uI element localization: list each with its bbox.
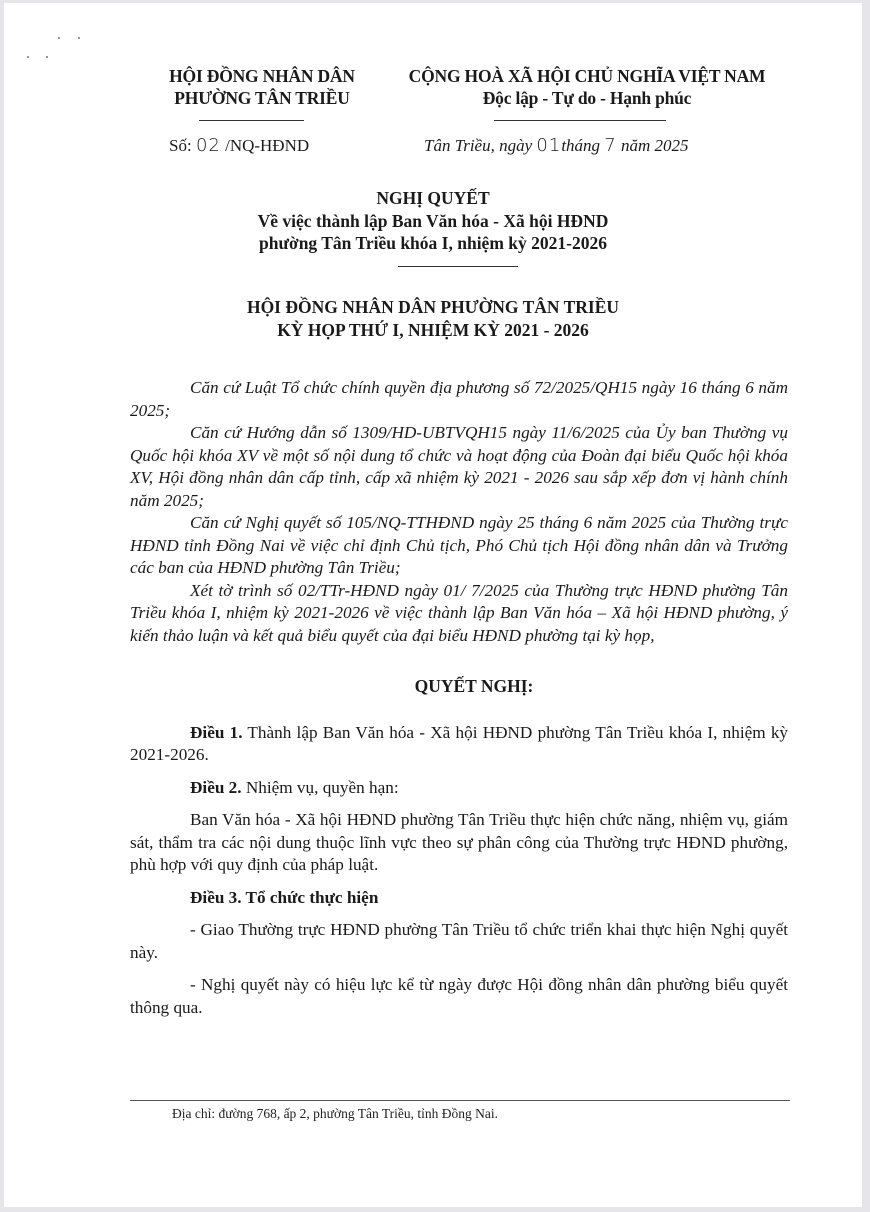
article-1: [130, 722, 788, 767]
document-subtitle-1: Về việc thành lập Ban Văn hóa - Xã hội HĐND: [257, 210, 609, 231]
document-body: [130, 377, 788, 1019]
basis-item: Căn cứ Hướng dẫn số 1309/HD-UBTVQH15 ngày 11/6/2025 của Ủy ban Thường vụ Quốc hội khóa XV về một số nội dung tổ chức và hoạt động của Đoàn đại biểu Quốc hội khóa XV, Hội đồng nhân dân cấp tỉnh, cấp xã nhiệm kỳ 2021 - 2026 sau sắp xếp đơn vị hành chính năm 2025;: [130, 423, 788, 510]
date-year: năm 2025: [616, 136, 689, 155]
council-heading: [4, 296, 862, 342]
decision-heading: QUYẾT NGHỊ:: [414, 676, 534, 696]
article-2: [130, 777, 788, 800]
article-1-label: Điều 1.: [190, 722, 243, 742]
article-1-text: Thành lập Ban Văn hóa - Xã hội HĐND phường Tân Triều khóa I, nhiệm kỳ 2021-2026.: [130, 722, 789, 764]
number-suffix: /NQ-HĐND: [220, 136, 310, 155]
authority-line-2: PHƯỜNG TÂN TRIỀU: [174, 88, 350, 108]
date-day: 01: [536, 135, 562, 156]
issuing-authority: [132, 65, 392, 109]
article-3-heading: Điều 3. Tổ chức thực hiện: [190, 887, 379, 907]
document-page: [4, 3, 862, 1207]
basis-item: Căn cứ Nghị quyết số 105/NQ-TTHĐND ngày 25 tháng 6 năm 2025 của Thường trực HĐND tỉnh Đồng Nai về việc chỉ định Chủ tịch, Phó Chủ tịch Hội đồng nhân dân và Trưởng các ban của HĐND phường Tân Triều;: [130, 513, 788, 577]
footer-separator: [130, 1100, 790, 1101]
article-3-item: - Nghị quyết này có hiệu lực kể từ ngày được Hội đồng nhân dân phường biểu quyết thông qua.: [130, 975, 788, 1017]
national-motto: Độc lập - Tự do - Hạnh phúc: [482, 88, 692, 108]
authority-underline: [199, 120, 304, 121]
council-name: HỘI ĐỒNG NHÂN DÂN PHƯỜNG TÂN TRIỀU: [246, 297, 620, 317]
date-month: 7: [604, 135, 617, 156]
number-prefix: Số:: [169, 136, 196, 155]
article-3-item: - Giao Thường trực HĐND phường Tân Triều tổ chức triển khai thực hiện Nghị quyết này.: [130, 920, 788, 962]
article-2-text: Nhiệm vụ, quyền hạn:: [241, 777, 399, 797]
date-prefix: Tân Triều, ngày: [424, 136, 537, 155]
national-header: [387, 65, 787, 109]
basis-item: Xét tờ trình số 02/TTr-HĐND ngày 01/ 7/2025 của Thường trực HĐND phường Tân Triều khóa I, nhiệm kỳ 2021-2026 về việc thành lập Ban Văn hóa – Xã hội HĐND phường, ý kiến thảo luận và kết quả biểu quyết của đại biểu HĐND phường tại kỳ họp,: [130, 580, 788, 645]
document-title: NGHỊ QUYẾT: [376, 188, 490, 208]
document-subtitle-2: phường Tân Triều khóa I, nhiệm kỳ 2021-2026: [259, 233, 607, 253]
basis-item: Căn cứ Luật Tổ chức chính quyền địa phương số 72/2025/QH15 ngày 16 tháng 6 năm 2025;: [130, 378, 788, 420]
document-number: [169, 135, 309, 157]
legal-basis: [130, 377, 788, 647]
document-title-block: [4, 187, 862, 255]
number-value: 02: [195, 135, 221, 156]
motto-underline: [494, 120, 666, 121]
article-2-body: Ban Văn hóa - Xã hội HĐND phường Tân Triều thực hiện chức năng, nhiệm vụ, giám sát, thẩm tra các nội dung thuộc lĩnh vực theo sự phân công của Thường trực HĐND phường, phù hợp với quy định của pháp luật.: [130, 810, 788, 874]
country-name: CỘNG HOÀ XÃ HỘI CHỦ NGHĨA VIỆT NAM: [408, 66, 766, 86]
council-session: KỲ HỌP THỨ I, NHIỆM KỲ 2021 - 2026: [277, 320, 589, 340]
document-date: [424, 135, 689, 157]
title-separator: [398, 266, 518, 267]
date-month-label: tháng: [561, 136, 605, 155]
authority-line-1: HỘI ĐỒNG NHÂN DÂN: [169, 66, 355, 86]
article-2-label: Điều 2.: [190, 777, 242, 797]
footer-address: Địa chỉ: đường 768, ấp 2, phường Tân Triều, tỉnh Đồng Nai.: [172, 1106, 499, 1121]
